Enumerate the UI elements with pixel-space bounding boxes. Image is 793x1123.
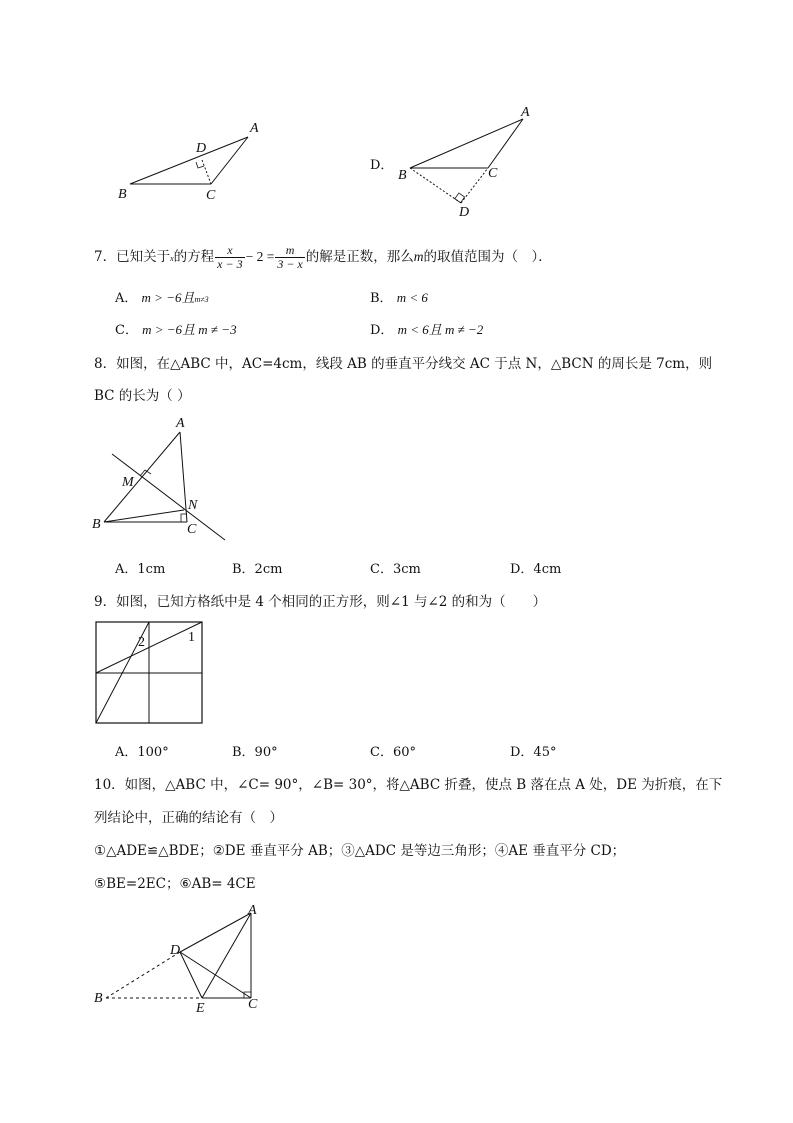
q7-fraction-1: $\frac{x}{x - 3}$ <box>217 243 243 271</box>
q10-line-2: 列结论中，正确的结论有（ ） <box>94 810 283 826</box>
q9-option-b: B．90° <box>232 745 278 760</box>
q7-option-a: A． m > −6且m≠3 <box>115 290 209 306</box>
q7-option-c: C． m > −6且 m ≠ −3 <box>115 322 237 338</box>
label-c: C <box>248 997 258 1012</box>
q7-var-m: m <box>413 249 424 264</box>
q7-prefix: 7．已知关于 <box>94 249 171 265</box>
q8-option-b: B．2cm <box>232 562 283 577</box>
figure-q8-triangle <box>90 410 240 545</box>
label-e: E <box>196 1001 205 1016</box>
label-d: D <box>196 141 207 156</box>
label-m: M <box>122 475 134 490</box>
label-b: B <box>92 517 101 532</box>
q7-mid: − 2 = <box>245 249 275 264</box>
label-c: C <box>206 188 216 203</box>
q7-text3: 的取值范围为（ ）． <box>423 249 552 265</box>
label-a: A <box>250 121 259 136</box>
label-c: C <box>187 522 197 537</box>
q7-var-x: x <box>170 254 174 263</box>
q9-option-d: D．45° <box>510 745 557 760</box>
label-two: 2 <box>138 635 145 650</box>
label-d: D <box>459 205 470 220</box>
q10-line-4: ⑤BE=2EC；⑥AB= 4CE <box>94 876 256 892</box>
q9-option-a: A．100° <box>115 745 169 760</box>
q9-line-1: 9．如图，已知方格纸中是 4 个相同的正方形，则∠1 与∠2 的和为（ ） <box>94 594 547 610</box>
label-a: A <box>248 903 257 918</box>
label-b: B <box>398 168 407 183</box>
label-d: D <box>170 943 181 958</box>
q7-text1: 的方程 <box>173 249 215 265</box>
label-a: A <box>176 416 185 431</box>
q7-option-d: D． m < 6且 m ≠ −2 <box>370 322 484 338</box>
q7-question <box>94 244 552 271</box>
figure-triangle-option-c <box>110 112 280 207</box>
label-n: N <box>188 498 198 513</box>
q10-line-3: ①△ADE≌△BDE；②DE 垂直平分 AB；③△ADC 是等边三角形；④AE 垂直平分 CD； <box>94 843 626 859</box>
label-b: B <box>118 187 127 202</box>
figure-q10-fold <box>90 898 280 1016</box>
q8-line-1: 8．如图，在△ABC 中，AC=4cm，线段 AB 的垂直平分线交 AC 于点 N，△BCN 的周长是 7cm，则 <box>94 356 713 372</box>
q7-text2: 的解是正数，那么 <box>305 249 414 265</box>
label-one: 1 <box>188 630 195 645</box>
figure-q9-grid <box>94 620 206 726</box>
q7-fraction-2: $\frac{m}{3 - x}$ <box>277 243 303 271</box>
figure-triangle-option-d <box>392 104 552 222</box>
label-a: A <box>521 105 530 120</box>
q8-option-c: C．3cm <box>370 562 421 577</box>
label-b: B <box>94 991 103 1006</box>
q9-option-c: C．60° <box>370 745 416 760</box>
q8-option-d: D．4cm <box>510 562 562 577</box>
q10-line-1: 10．如图，△ABC 中，∠C= 90°，∠B= 30°，将△ABC 折叠，使点 B 落在点 A 处，DE 为折痕，在下 <box>94 777 723 793</box>
option-d-label: D． <box>370 158 394 173</box>
q8-line-2: BC 的长为（ ） <box>94 388 191 404</box>
q8-option-a: A．1cm <box>115 562 166 577</box>
label-c: C <box>488 166 498 181</box>
q7-option-b: B． m < 6 <box>370 290 428 306</box>
